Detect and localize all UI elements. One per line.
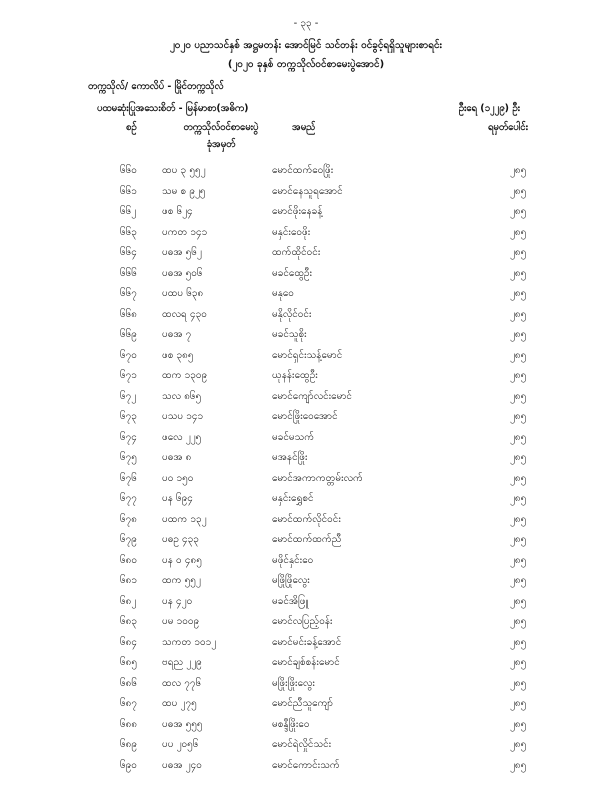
row-number: ၆၈၄ — [120, 636, 137, 648]
row-number: ၆၈၁ — [120, 575, 137, 586]
table-row — [0, 672, 612, 693]
table-row — [0, 651, 612, 672]
table-row — [0, 508, 612, 529]
row-name: မနုဝေ — [272, 288, 294, 299]
row-number: ၆၆၆ — [120, 267, 137, 279]
table-row — [0, 590, 612, 611]
row-score: ၂၈၅ — [510, 595, 527, 607]
row-number: ၆၈၃ — [120, 616, 137, 627]
row-score: ၂၈၅ — [510, 575, 527, 586]
row-score: ၂၈၅ — [510, 636, 527, 648]
row-score: ၂၈၅ — [510, 513, 527, 525]
row-number: ၆၉၀ — [120, 759, 137, 771]
row-name: မောင်ထက်ဝေဖြိုး — [272, 165, 334, 176]
row-number: ၆၆၉ — [120, 329, 137, 340]
row-number: ၆၇၄ — [120, 431, 137, 443]
header-roll: တက္ကသိုလ်ဝင်စာမေးပွဲ — [183, 122, 259, 133]
row-name: မောင်လပြည့်ဝန်း — [272, 616, 333, 627]
table-row — [0, 385, 612, 406]
row-name: မခင်သူစိုး — [272, 329, 307, 340]
row-roll-number: ထက ၁၃၀၉ — [162, 370, 208, 381]
row-name: မောင်မင်းခန့်အောင် — [272, 636, 342, 648]
row-name: မောင်ချစ်စန်းမောင် — [272, 657, 340, 668]
row-roll-number: သမ စ ၉၂၅ — [162, 185, 206, 197]
row-name: မောင်နေသူရအောင် — [272, 185, 343, 197]
row-roll-number: ပန ၆၉၄ — [162, 493, 193, 504]
row-roll-number: ဖစ ၆၂၄ — [162, 206, 193, 217]
table-row — [0, 733, 612, 754]
row-number: ၆၇၈ — [120, 513, 137, 525]
table-row — [0, 262, 612, 283]
table-row — [0, 528, 612, 549]
row-roll-number: ပမ ၁၀၀၉ — [162, 616, 200, 627]
row-roll-number: ထလရ ၄၃၀ — [162, 308, 207, 320]
row-score: ၂၈၅ — [510, 206, 527, 217]
row-number: ၆၇၀ — [120, 349, 137, 361]
row-number: ၆၇၅ — [120, 452, 137, 463]
header-name: အမည် — [292, 122, 316, 133]
row-name: မခင်အိဖြူ — [272, 595, 309, 607]
table-row — [0, 713, 612, 734]
table-row — [0, 610, 612, 631]
table-row — [0, 631, 612, 652]
row-roll-number: ထက ၅၅၂ — [162, 575, 201, 586]
row-name: ယုနန်းထွေဦး — [272, 370, 318, 381]
row-roll-number: ဖစ ၃၈၅ — [162, 349, 194, 361]
row-roll-number: ပဓအ ၂၄၀ — [162, 759, 202, 771]
page-number: - ၃၃ - — [293, 18, 319, 29]
header-score: ရမှတ်ပေါင်း — [487, 122, 528, 133]
row-roll-number: ဗရည ၂၂၉ — [162, 657, 202, 668]
row-score: ၂၈၅ — [510, 472, 527, 484]
table-row — [0, 364, 612, 385]
row-name: မောင်အကာကတ္တမ်းလက် — [272, 472, 363, 484]
row-roll-number: ပဓအ ၇ — [162, 329, 192, 340]
row-roll-number: ပန ၄၂၀ — [162, 595, 193, 607]
row-name: မောင်ကောင်းသက် — [272, 759, 340, 771]
row-number: ၆၆၂ — [120, 206, 137, 217]
row-number: ၆၆၀ — [120, 165, 137, 176]
row-score: ၂၈၅ — [510, 165, 527, 176]
row-name: မောင်ကျော်လင်းမောင် — [272, 390, 352, 402]
table-row — [0, 549, 612, 570]
header-no: စဉ် — [126, 122, 137, 133]
table-row — [0, 467, 612, 488]
header-roll-sub: ခုံအမှတ် — [206, 139, 236, 150]
row-name: မနှင်းဝေဖိုး — [272, 226, 311, 238]
row-name: မဖြိုးဖြိုးလွေး — [272, 677, 315, 689]
row-score: ၂၈၅ — [510, 226, 527, 238]
row-roll-number: ပထပ ၆၃၈ — [162, 288, 204, 299]
document-title: ၂၀၂၀ ပညာသင်နှစ် အဋ္ဌမတန်း အောင်မြင် သင်တန်း ဝင်ခွင့်ရရှိသူများစာရင်း — [169, 40, 443, 51]
row-name: မဖြိုဖြိုလွေး — [272, 575, 310, 586]
row-score: ၂၈၅ — [510, 288, 527, 299]
table-row — [0, 323, 612, 344]
row-number: ၆၈၀ — [120, 554, 137, 566]
row-name: မခင်ထွေဦး — [272, 267, 313, 279]
row-score: ၂၈၅ — [510, 759, 527, 771]
row-score: ၂၈၅ — [510, 698, 527, 709]
table-row — [0, 200, 612, 221]
total-count: ဦးရေ (၁၂၂၉) ဦး — [458, 103, 520, 114]
row-score: ၂၈၅ — [510, 493, 527, 504]
row-number: ၆၈၅ — [120, 657, 137, 668]
table-row — [0, 405, 612, 426]
table-row — [0, 569, 612, 590]
row-number: ၆၆၈ — [120, 308, 137, 320]
table-row — [0, 221, 612, 242]
row-name: မောင်ရှင်းသန့်မောင် — [272, 349, 343, 361]
row-score: ၂၈၅ — [510, 452, 527, 463]
row-roll-number: ပဓအ ၅၅၅ — [162, 718, 203, 730]
row-score: ၂၈၅ — [510, 718, 527, 730]
row-name: မောင်ထက်လိုင်ဝင်း — [272, 513, 341, 525]
row-score: ၂၈၅ — [510, 411, 527, 422]
table-row — [0, 754, 612, 775]
row-score: ၂၈၅ — [510, 657, 527, 668]
row-roll-number: ထပ ၃ ၅၅၂ — [162, 165, 206, 176]
row-roll-number: ထလ ၇၇၆ — [162, 677, 202, 689]
row-number: ၆၇၃ — [120, 411, 137, 422]
table-row — [0, 159, 612, 180]
row-number: ၆၈၂ — [120, 595, 137, 607]
table-row — [0, 180, 612, 201]
row-number: ၆၆၇ — [120, 288, 137, 299]
row-roll-number: ပန ၀ ၄၈၅ — [162, 554, 202, 566]
table-row — [0, 241, 612, 262]
row-score: ၂၈၅ — [510, 390, 527, 402]
row-name: မောင်ဖိုးနေခန့် — [272, 206, 323, 217]
row-name: မဖိုင်နှင်းဝေ — [272, 554, 314, 566]
row-roll-number: ပကတ ၁၄၁ — [162, 226, 208, 238]
row-number: ၆၇၉ — [120, 534, 137, 545]
row-score: ၂၈၅ — [510, 370, 527, 381]
row-name: မခင်မသက် — [272, 431, 315, 443]
row-name: မနှင်းရွှေစင် — [272, 493, 314, 504]
table-row — [0, 426, 612, 447]
row-number: ၆၇၁ — [120, 370, 137, 381]
row-roll-number: ပဓဥ ၄၃၃ — [162, 534, 199, 545]
row-name: မောင်ထက်ထက်ညီ — [272, 534, 342, 545]
table-row — [0, 282, 612, 303]
row-number: ၆၆၃ — [120, 226, 137, 238]
row-score: ၂၈၅ — [510, 677, 527, 689]
row-score: ၂၈၅ — [510, 185, 527, 197]
row-roll-number: သကတ ၁၀၁၂ — [162, 636, 217, 648]
row-number: ၆၈၈ — [120, 718, 138, 730]
table-row — [0, 303, 612, 324]
row-number: ၆၈၉ — [120, 739, 137, 750]
row-score: ၂၈၅ — [510, 329, 527, 340]
row-roll-number: ပဓအ ၅၆၂ — [162, 247, 202, 258]
row-score: ၂၈၅ — [510, 247, 527, 258]
row-name: မစန္ဒီဖြိုးဝေ — [272, 718, 310, 730]
row-number: ၆၈၆ — [120, 677, 137, 689]
row-number: ၆၇၆ — [120, 472, 137, 484]
row-name: မောင်ညီသူကျော် — [272, 698, 334, 709]
row-roll-number: ထပ ၂၇၅ — [162, 698, 197, 709]
row-name: မနိုလိုင်ဝင်း — [272, 308, 312, 320]
table-row — [0, 446, 612, 467]
row-number: ၆၇၂ — [120, 390, 137, 402]
row-score: ၂၈၅ — [510, 431, 527, 443]
row-name: မောင်ရဲလှိုင်သင်း — [272, 739, 332, 750]
row-score: ၂၈၅ — [510, 349, 527, 361]
row-roll-number: ပသပ ၁၄၁ — [162, 411, 204, 422]
university-line: တက္ကသိုလ်/ ကောလိပ် - မြိုင်တက္ကသိုလ် — [88, 81, 224, 92]
row-number: ၆၈၇ — [120, 698, 137, 709]
table-row — [0, 487, 612, 508]
results-table — [0, 159, 612, 774]
row-name: မောင်ဖြိုးဝေအောင် — [272, 411, 338, 422]
row-score: ၂၈၅ — [510, 739, 527, 750]
row-score: ၂၈၅ — [510, 534, 527, 545]
row-roll-number: ပဓအ ၈ — [162, 452, 192, 463]
row-roll-number: ပထက ၁၃၂ — [162, 513, 207, 525]
row-score: ၂၈၅ — [510, 267, 527, 279]
row-number: ၆၇၇ — [120, 493, 137, 504]
row-number: ၆၆၁ — [120, 185, 137, 197]
row-roll-number: ပပ ၂၀၅၆ — [162, 739, 199, 750]
row-score: ၂၈၅ — [510, 616, 527, 627]
row-roll-number: ဖလေ ၂၂၅ — [162, 431, 202, 443]
row-roll-number: ပဓအ ၅၀၆ — [162, 267, 203, 279]
row-number: ၆၆၄ — [120, 247, 137, 258]
row-roll-number: ပဝ ၁၅၀ — [162, 472, 194, 484]
row-name: မအနင်ဖြိုး — [272, 452, 308, 463]
major-line: ပထမဆုံးပြုအသေးစိတ် - မြန်မာစာ(အဓိက) — [97, 103, 249, 114]
row-name: ထက်ထိုင်ဝင်း — [272, 247, 321, 258]
table-row — [0, 692, 612, 713]
row-score: ၂၈၅ — [510, 554, 527, 566]
row-score: ၂၈၅ — [510, 308, 527, 320]
document-subtitle: (၂၀၂၀ ခုနှစ် တက္ကသိုလ်ဝင်စာမေးပွဲအောင်) — [227, 59, 385, 70]
table-row — [0, 344, 612, 365]
row-roll-number: သလ ၈၆၅ — [162, 390, 202, 402]
